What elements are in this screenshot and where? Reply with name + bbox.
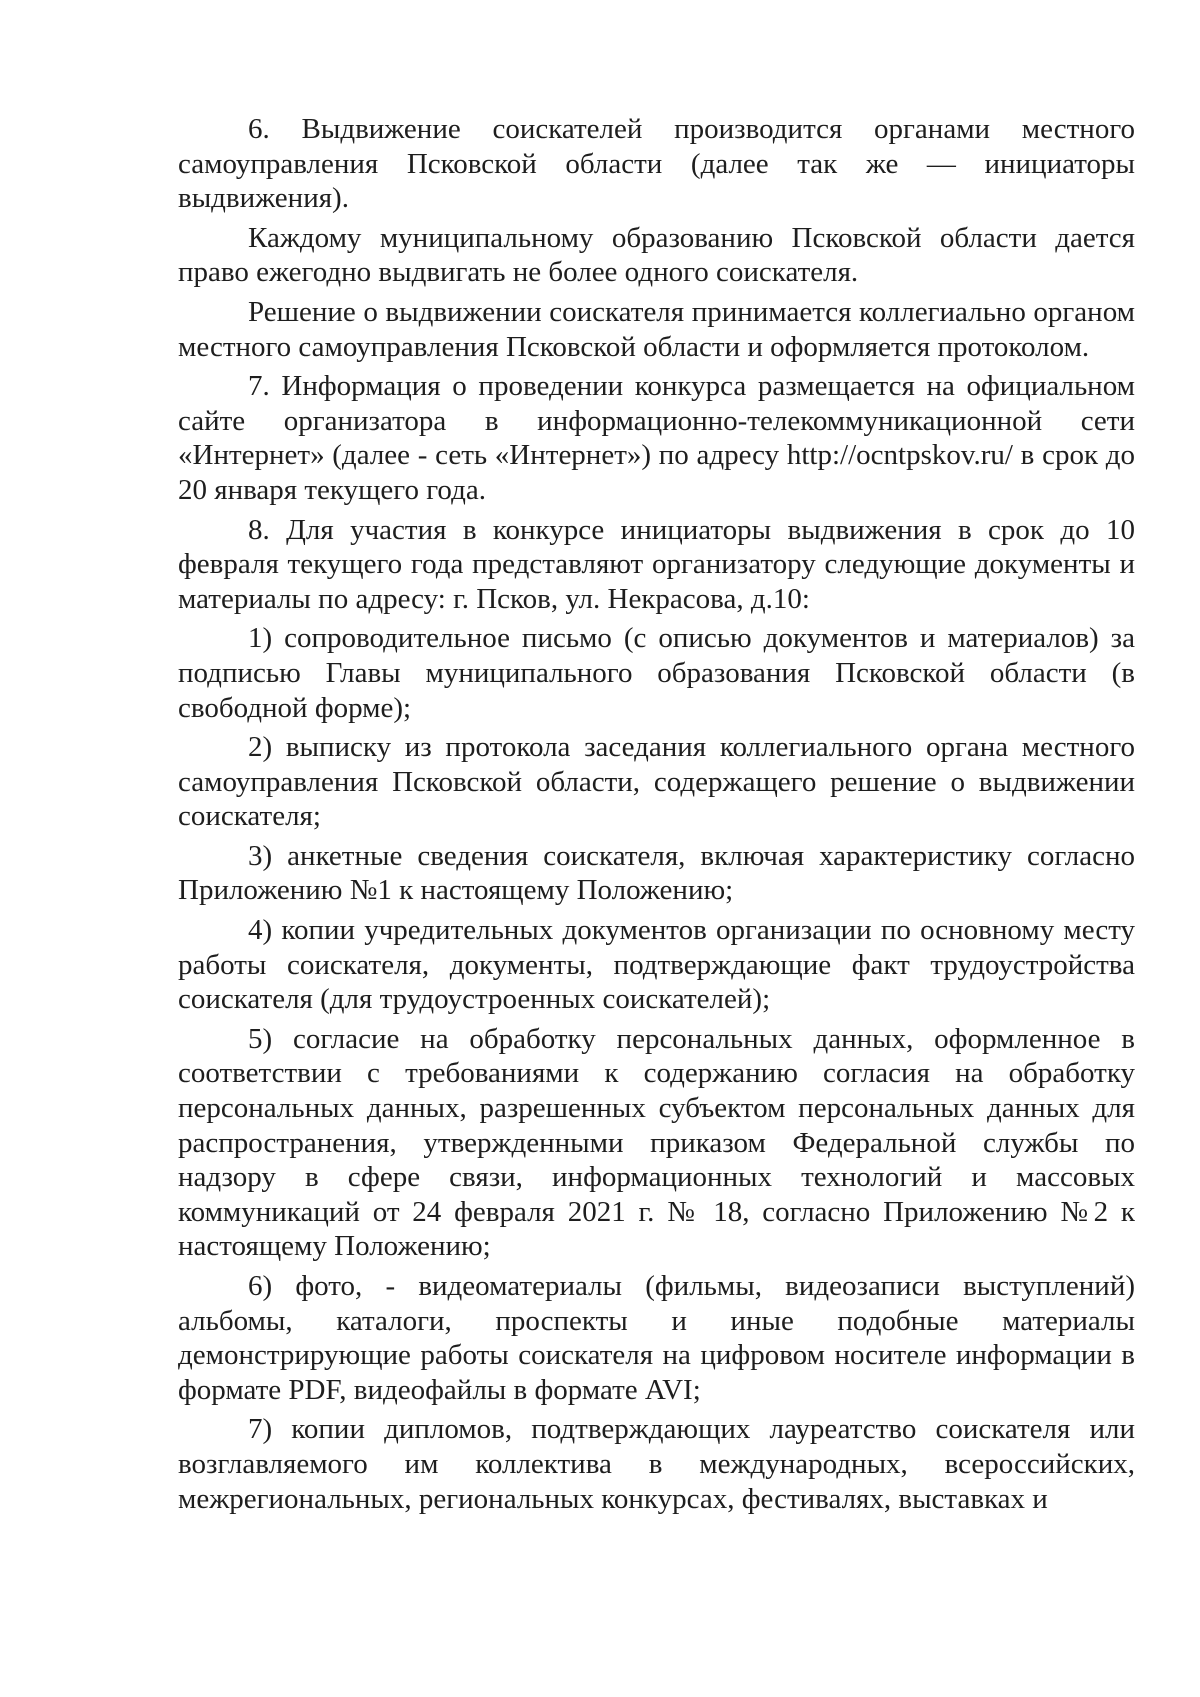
list-item-1-cover-letter: 1) сопроводительное письмо (с описью документов и материалов) за подписью Главы муниципального образования Псковской области (в свободной форме); (178, 622, 1135, 724)
document-body (178, 112, 1135, 1521)
list-item-2-protocol-extract: 2) выписку из протокола заседания коллегиального органа местного самоуправления Псковской области, содержащего решение о выдвижении соискателя; (178, 731, 1135, 833)
list-item-6-media-materials: 6) фото, - видеоматериалы (фильмы, видеозаписи выступлений) альбомы, каталоги, проспекты и иные подобные материалы демонстрирующие работы соискателя на цифровом носителе информации в формате PDF, видеофайлы в формате AVI; (178, 1270, 1135, 1406)
list-item-4-founding-documents: 4) копии учредительных документов организации по основному месту работы соискателя, документы, подтверждающие факт трудоустройства соискателя (для трудоустроенных соискателей); (178, 914, 1135, 1016)
paragraph-8-participation: 8. Для участия в конкурсе инициаторы выдвижения в срок до 10 февраля текущего года представляют организатору следующие документы и материалы по адресу: г. Псков, ул. Некрасова, д.10: (178, 513, 1135, 615)
paragraph-7-information: 7. Информация о проведении конкурса размещается на официальном сайте организатора в информационно-телекоммуникационной сети «Интернет» (далее - сеть «Интернет») по адресу http://ocntpskov.ru/ в срок до 20 января текущего года. (178, 370, 1135, 506)
paragraph-collegial-decision: Решение о выдвижении соискателя принимается коллегиально органом местного самоуправления Псковской области и оформляется протоколом. (178, 295, 1135, 363)
paragraph-one-nominee: Каждому муниципальному образованию Псковской области дается право ежегодно выдвигать не более одного соискателя. (178, 221, 1135, 289)
paragraph-6-nomination: 6. Выдвижение соискателей производится органами местного самоуправления Псковской области (далее так же — инициаторы выдвижения). (178, 113, 1135, 215)
list-item-5-personal-data-consent: 5) согласие на обработку персональных данных, оформленное в соответствии с требованиями к содержанию согласия на обработку персональных данных, разрешенных субъектом персональных данных для распространения, утвержденными приказом Федеральной службы по надзору в сфере связи, информационных технологий и массовых коммуникаций от 24 февраля 2021 г. № 18, согласно Приложению №2 к настоящему Положению; (178, 1022, 1135, 1263)
list-item-3-questionnaire: 3) анкетные сведения соискателя, включая характеристику согласно Приложению №1 к настоящему Положению; (178, 839, 1135, 907)
list-item-7-diplomas: 7) копии дипломов, подтверждающих лауреатство соискателя или возглавляемого им коллектива в международных, всероссийских, межрегиональных, региональных конкурсах, фестивалях, выставках и (178, 1413, 1135, 1515)
